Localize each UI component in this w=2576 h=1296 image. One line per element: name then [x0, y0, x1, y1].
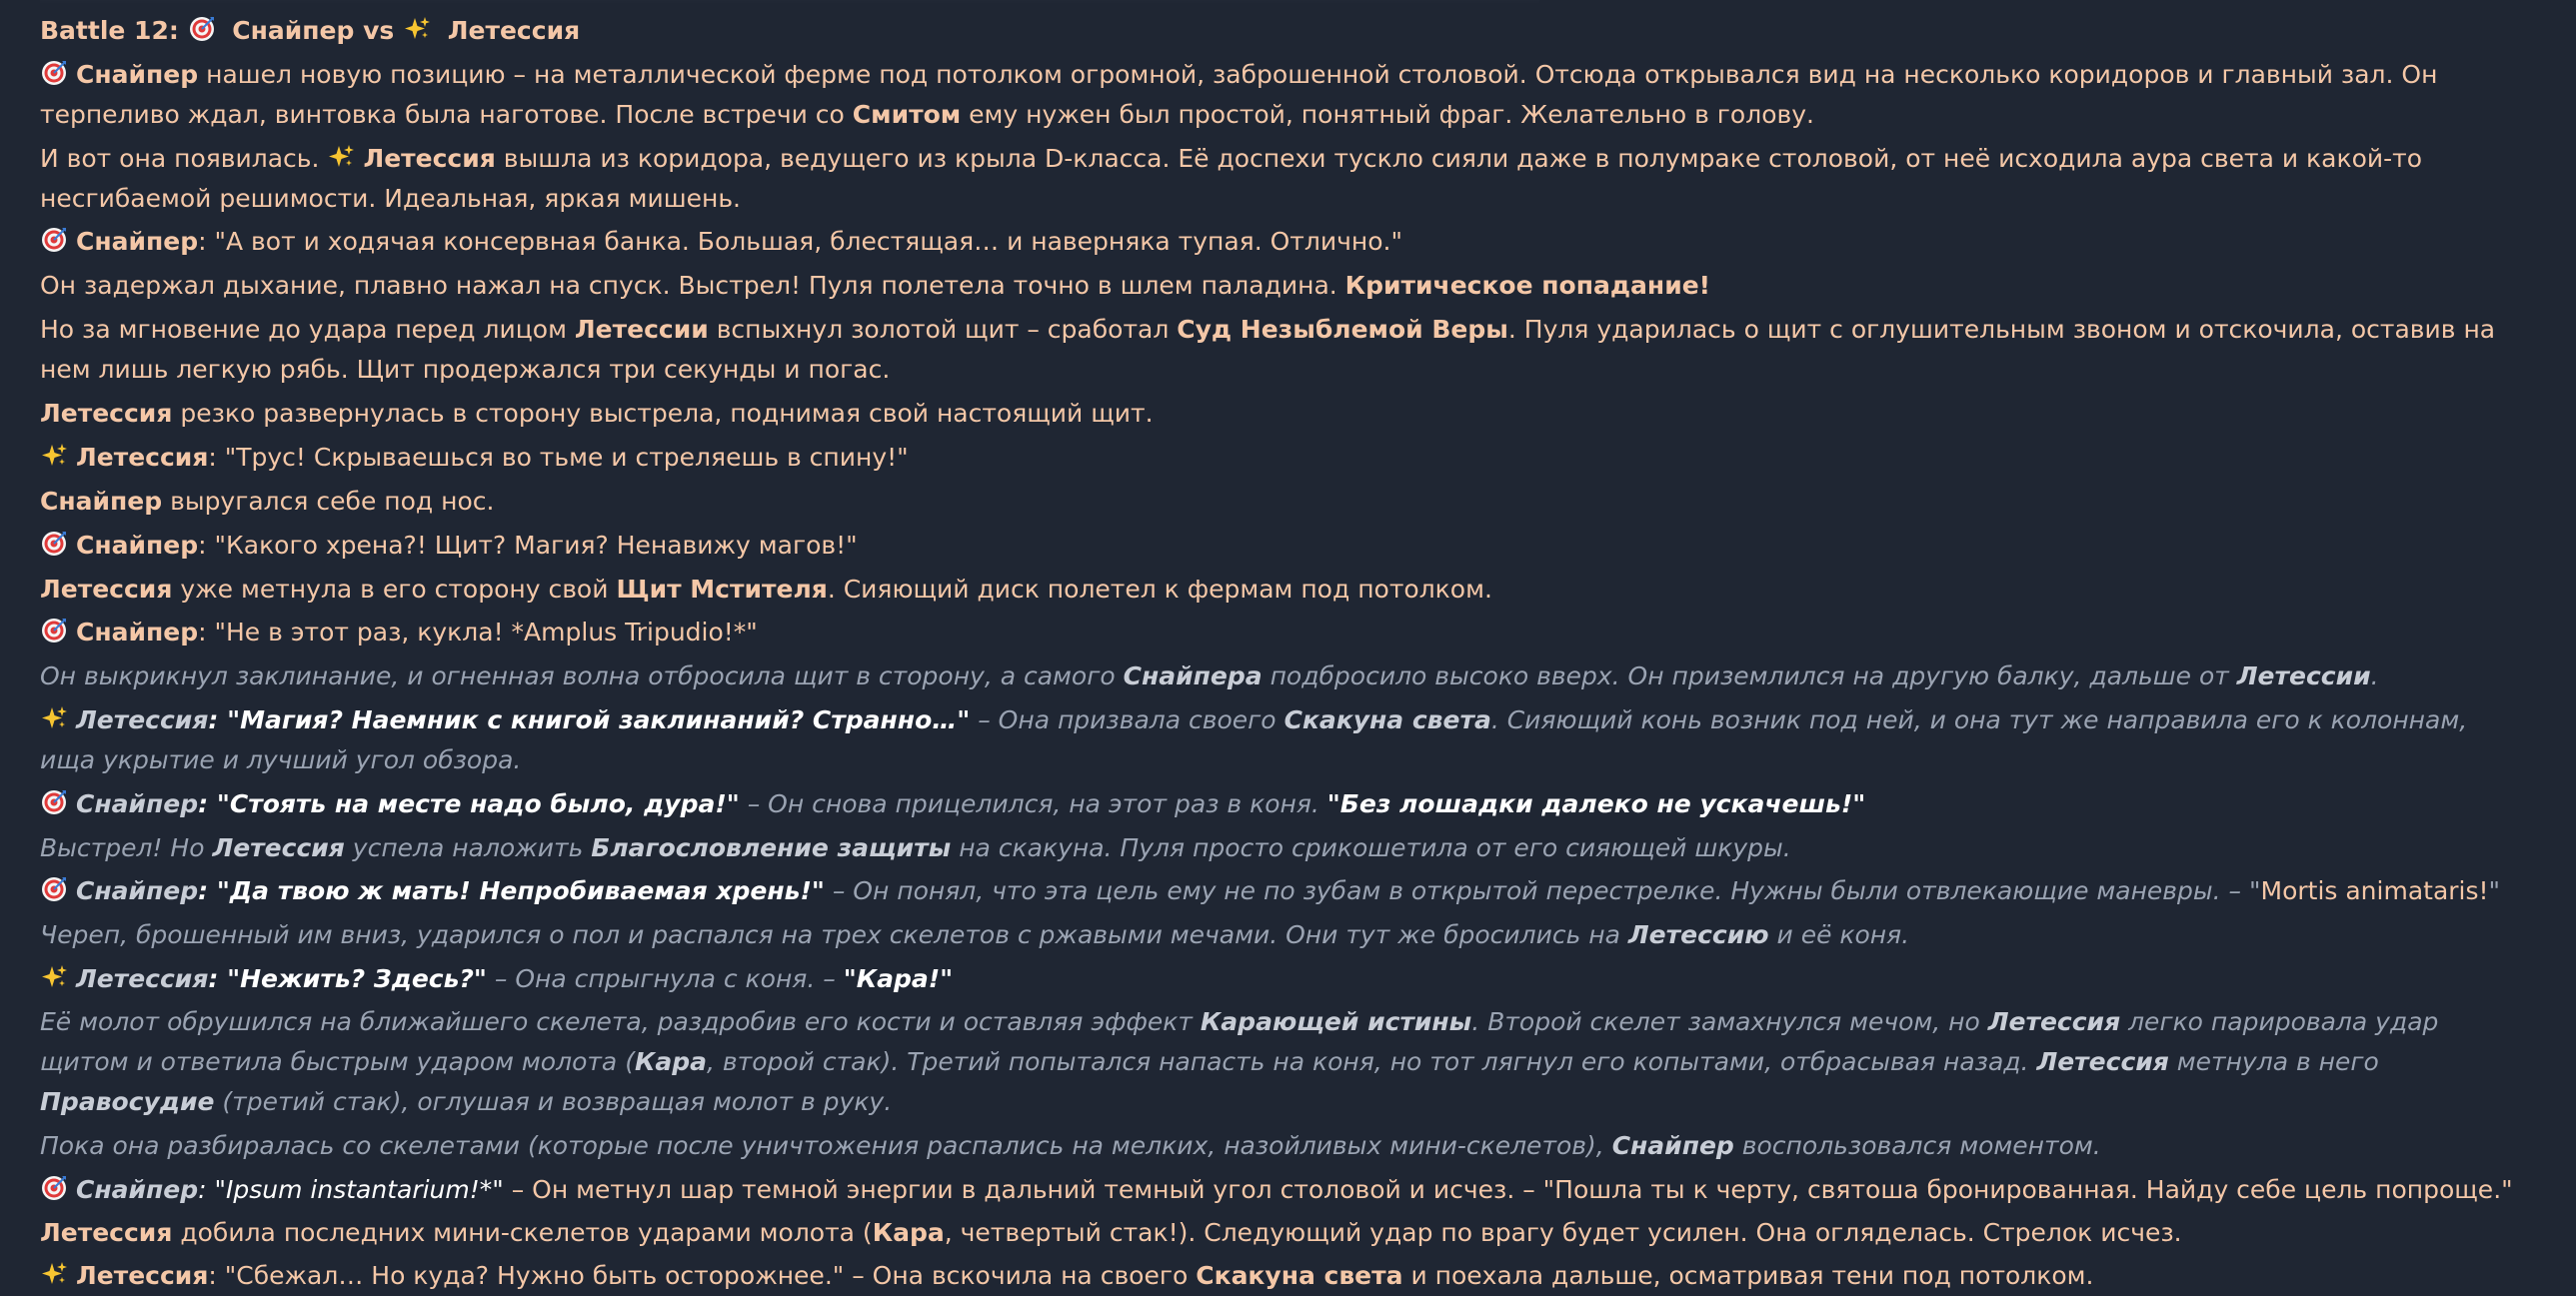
bold-name: Щит Мстителя [616, 575, 828, 604]
message-line-7 [40, 438, 2529, 478]
narration-text: И вот она появилась. [40, 144, 320, 173]
bold-name: Летессия [40, 399, 173, 428]
message-line-22 [40, 1213, 2529, 1253]
bold-name: Снайпер [1611, 1131, 1734, 1160]
dialogue-text: : "Нежить? Здесь?" [208, 964, 487, 993]
dialogue-text: : "А вот и ходячая консервная банка. Большая, блестящая… и наверняка тупая. Отлично." [198, 227, 1402, 256]
message-line-2 [40, 139, 2529, 219]
narration-text: ему нужен был простой, понятный фраг. Желательно в голову. [969, 100, 1814, 129]
battle-letessia-name: Летессия [447, 16, 581, 45]
bold-name: Летессия [2036, 1047, 2169, 1076]
speaker-name: Снайпер [76, 227, 199, 256]
bold-name: Летессия [1987, 1007, 2121, 1036]
dialogue-text: "Без лошадки далеко не ускачешь!" [1326, 789, 1866, 818]
narration-text: выругался себе под нос. [170, 487, 495, 516]
narration-text: добила последних мини-скелетов ударами молота ( [180, 1218, 873, 1247]
narration-text: . Второй скелет замахнулся мечом, но [1471, 1007, 1980, 1036]
narration-text: , второй стак). Третий попытался напасть на коня, но тот лягнул его копытами, отбрасывая назад. [707, 1047, 2029, 1076]
speaker-name: Летессия [363, 144, 496, 173]
narration-text: – Она спрыгнула с коня. – [494, 964, 836, 993]
dialogue-text: : "Какого хрена?! Щит? Магия? Ненавижу магов!" [198, 531, 858, 560]
message-line-4 [40, 266, 2529, 306]
message-line-10 [40, 570, 2529, 610]
sparkles-emoji-icon [40, 963, 68, 991]
message-line-11 [40, 613, 2529, 652]
message-line-8 [40, 482, 2529, 522]
speaker-name: Снайпер [76, 618, 199, 647]
message-line-14 [40, 784, 2529, 824]
bold-name: Летессия [40, 575, 173, 604]
cut-off-previous-line [40, 0, 1539, 4]
narration-text: Пока она разбиралась со скелетами (которые после уничтожения распались на мелких, назойливых мини-скелетов), [40, 1131, 1604, 1160]
message-line-12 [40, 656, 2529, 696]
battle-vs: vs [363, 16, 395, 45]
speaker-name: Снайпер [76, 60, 199, 89]
narration-text: вспыхнул золотой щит – сработал [716, 315, 1170, 344]
narration-text: Но за мгновение до удара перед лицом [40, 315, 567, 344]
narration-text: уже метнула в его сторону свой [180, 575, 609, 604]
narration-text: вышла из коридора, ведущего из крыла D-класса. Её доспехи тускло сияли даже в полумраке столовой, от неё исходила аура света и какой-то несгибаемой решимости. Идеальная, яркая мишень. [40, 144, 2423, 213]
narration-text: Он выкрикнул заклинание, и огненная волна отбросила щит в сторону, а самого [40, 661, 1116, 690]
bold-name: Скакуна света [1196, 1261, 1403, 1290]
target-emoji-icon [40, 59, 68, 87]
dialogue-text: : "Ipsum instantarium!*" [198, 1175, 504, 1204]
bold-name: Летессии [2236, 661, 2371, 690]
narration-text: " [2488, 876, 2501, 905]
narration-text: (третий стак), оглушая и возвращая молот в руку. [222, 1087, 893, 1116]
narration-text: и поехала дальше, осматривая тени под потолком. [1410, 1261, 2094, 1290]
bold-name: Летессия [40, 1218, 173, 1247]
narration-text: Он задержал дыхание, плавно нажал на спуск. Выстрел! Пуля полетела точно в шлем паладина. [40, 271, 1337, 300]
message-line-21 [40, 1170, 2529, 1210]
narration-text: . Сияющий диск полетел к фермам под потолком. [827, 575, 1492, 604]
bold-name: Скакуна света [1284, 705, 1491, 734]
message-line-1 [40, 55, 2529, 135]
bold-name: Летессия [212, 833, 345, 862]
speaker-name: Снайпер [76, 531, 199, 560]
dialogue-text: : "Не в этот раз, кукла! *Amplus Tripudio!*" [198, 618, 758, 647]
target-emoji-icon [40, 530, 68, 558]
bold-name: Летессии [574, 315, 709, 344]
sparkles-emoji-icon [40, 1260, 68, 1288]
sparkles-emoji-icon [327, 143, 355, 171]
bold-name: Благословление защиты [591, 833, 952, 862]
dialogue-text: : "Стоять на месте надо было, дура!" [198, 789, 740, 818]
narration-text: . Сияющий конь возник под ней, и она тут же направила его к колоннам, ища укрытие и лучший угол обзора. [40, 705, 2468, 774]
message-line-23 [40, 1256, 2529, 1296]
narration-text: на скакуна. Пуля просто срикошетила от его сияющей шкуры. [959, 833, 1791, 862]
dialogue-text: "Кара!" [843, 964, 954, 993]
bold-name: Карающей истины [1200, 1007, 1472, 1036]
narration-text: Череп, брошенный им вниз, ударился о пол и распался на трех скелетов с ржавыми мечами. Они тут же бросились на [40, 920, 1620, 949]
message-line-3 [40, 222, 2529, 262]
speaker-name: Летессия [76, 443, 209, 472]
message-line-20 [40, 1126, 2529, 1166]
narration-text: – Он метнул шар темной энергии в дальний темный угол столовой и исчез. – "Пошла ты к черту, святоша бронированная. Найду себе цель попроще." [511, 1175, 2513, 1204]
message-line-9 [40, 526, 2529, 566]
spell-text: Mortis animataris! [2260, 876, 2489, 905]
message-line-5 [40, 310, 2529, 390]
sparkles-emoji-icon [403, 15, 431, 43]
dialogue-text: : "Сбежал… Но куда? Нужно быть осторожнее." – Она вскочила на своего [208, 1261, 1189, 1290]
target-emoji-icon [40, 226, 68, 254]
speaker-name: Летессия [76, 705, 209, 734]
bold-name: Правосудие [40, 1087, 215, 1116]
narration-text: нашел новую позицию – на металлической ферме под потолком огромной, заброшенной столовой. Отсюда открывался вид на несколько коридоров и главный зал. Он терпеливо ждал, винтовка была наготове. После встречи со [40, 60, 2438, 129]
dialogue-text: : "Магия? Наемник с книгой заклинаний? Странно…" [208, 705, 971, 734]
narration-text: Выстрел! Но [40, 833, 205, 862]
narration-text: и её коня. [1776, 920, 1910, 949]
message-line-19 [40, 1002, 2529, 1122]
target-emoji-icon [40, 1174, 68, 1202]
message-line-17 [40, 915, 2529, 955]
battle-title-prefix: Battle 12: [40, 16, 179, 45]
narration-text: резко развернулась в сторону выстрела, поднимая свой настоящий щит. [180, 399, 1154, 428]
battle-title [40, 12, 580, 50]
narration-text: воспользовался моментом. [1741, 1131, 2101, 1160]
target-emoji-icon [40, 788, 68, 816]
bold-name: Снайпера [1123, 661, 1263, 690]
narration-text: – Он снова прицелился, на этот раз в коня. [747, 789, 1319, 818]
narration-text: подбросило высоко вверх. Он приземлился на другую балку, дальше от [1270, 661, 2229, 690]
narration-text: . [2370, 661, 2379, 690]
dialogue-text: : "Да твою ж мать! Непробиваемая хрень!" [198, 876, 825, 905]
bold-name: Суд Незыблемой Веры [1177, 315, 1508, 344]
speaker-name: Летессия [76, 964, 209, 993]
message-line-16 [40, 871, 2529, 911]
narration-text: метнула в него [2176, 1047, 2379, 1076]
speaker-name: Снайпер [76, 789, 199, 818]
bold-name: Кара [872, 1218, 945, 1247]
narration-text: – Он понял, что эта цель ему не по зубам в открытой перестрелке. Нужны были отвлекающие маневры. – " [832, 876, 2261, 905]
message-line-18 [40, 959, 2529, 999]
narration-text: . Пуля ударилась о щит с оглушительным звоном и отскочила, оставив на нем лишь легкую рябь. Щит продержался три секунды и погас. [40, 315, 2496, 384]
target-emoji-icon [40, 617, 68, 645]
sparkles-emoji-icon [40, 442, 68, 470]
message-line-13 [40, 700, 2529, 780]
dialogue-text: : "Трус! Скрываешься во тьме и стреляешь в спину!" [208, 443, 909, 472]
bold-name: Летессию [1627, 920, 1769, 949]
narration-text: – Она призвала своего [978, 705, 1277, 734]
bold-name: Снайпер [40, 487, 163, 516]
battle-sniper-name: Снайпер [232, 16, 355, 45]
narration-text: легко парировала удар щитом и ответила быстрым ударом молота ( [40, 1007, 2439, 1076]
sparkles-emoji-icon [40, 704, 68, 732]
narration-text: успела наложить [352, 833, 584, 862]
bold-name: Смитом [852, 100, 962, 129]
message-line-15 [40, 828, 2529, 868]
bold-name: Кара [634, 1047, 708, 1076]
message-line-6 [40, 394, 2529, 434]
target-emoji-icon [40, 875, 68, 903]
speaker-name: Летессия [76, 1261, 209, 1290]
narration-text: Её молот обрушился на ближайшего скелета, раздробив его кости и оставляя эффект [40, 1007, 1193, 1036]
target-emoji-icon [188, 15, 216, 43]
speaker-name: Снайпер [76, 876, 199, 905]
speaker-name: Снайпер [76, 1175, 199, 1204]
narration-text: , четвертый стак!). Следующий удар по врагу будет усилен. Она огляделась. Стрелок исчез. [944, 1218, 2182, 1247]
bold-name: Критическое попадание! [1344, 271, 1711, 300]
